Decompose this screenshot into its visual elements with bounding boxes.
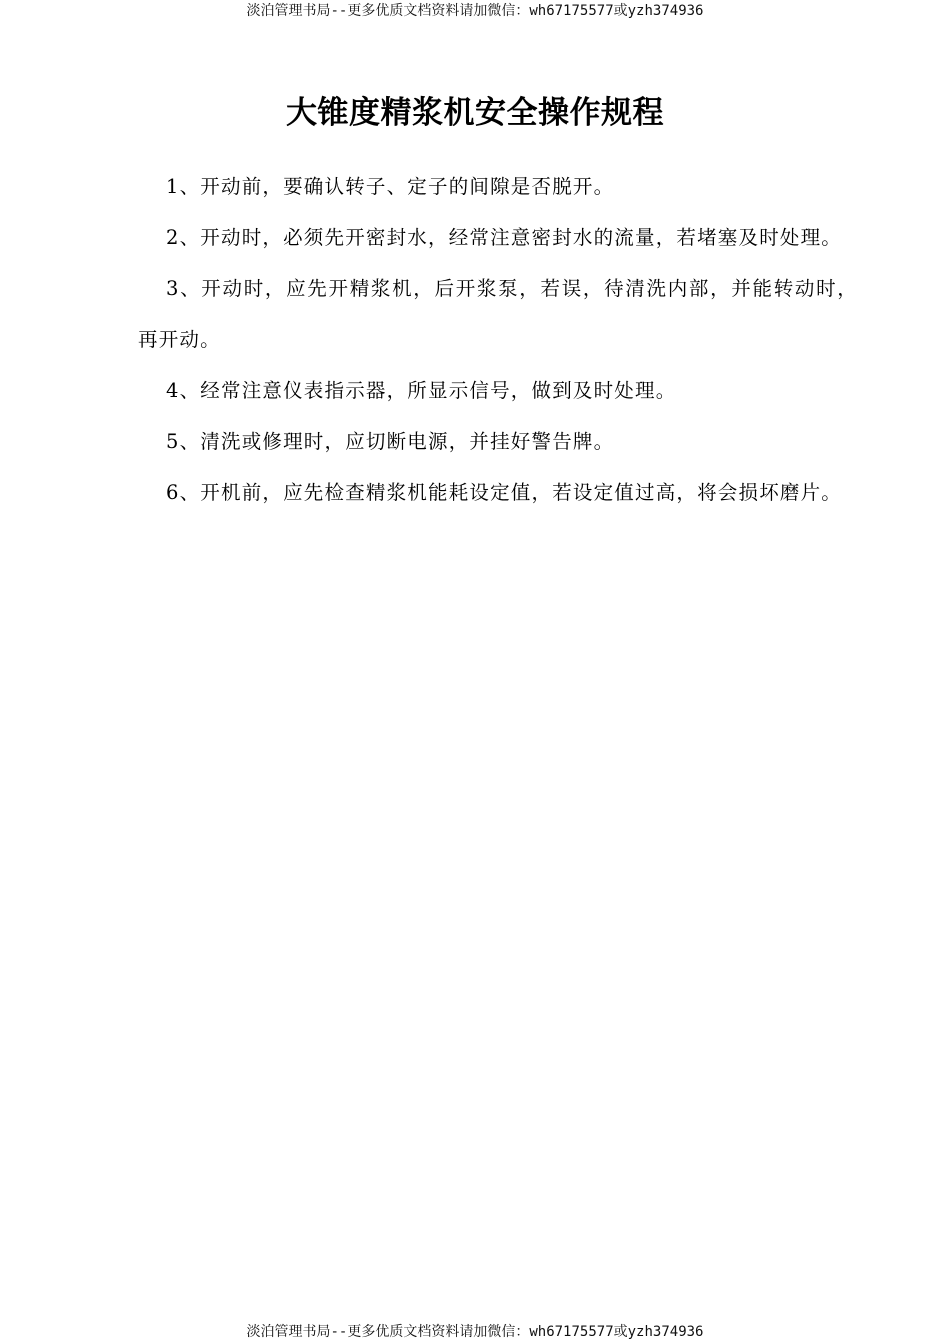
rule-item-3: 3、开动时，应先开精浆机，后开浆泵，若误，待清洗内部，并能转动时， 再开动。 bbox=[138, 277, 858, 351]
rule-item-5: 5、清洗或修理时，应切断电源，并挂好警告牌。 bbox=[166, 430, 615, 453]
document-body bbox=[138, 161, 858, 518]
rule-item-6: 6、开机前，应先检查精浆机能耗设定值，若设定值过高，将会损坏磨片。 bbox=[166, 481, 843, 504]
rule-item-4: 4、经常注意仪表指示器，所显示信号，做到及时处理。 bbox=[166, 379, 677, 402]
rule-item-2: 2、开动时，必须先开密封水，经常注意密封水的流量，若堵塞及时处理。 bbox=[166, 226, 843, 249]
rule-item-1: 1、开动前，要确认转子、定子的间隙是否脱开。 bbox=[166, 175, 615, 198]
footer-banner: 淡泊管理书局--更多优质文档资料请加微信：wh67175577或yzh374936 bbox=[246, 1324, 704, 1340]
document-title: 大锥度精浆机安全操作规程 bbox=[286, 95, 664, 131]
header-banner: 淡泊管理书局--更多优质文档资料请加微信：wh67175577或yzh374936 bbox=[246, 3, 704, 19]
